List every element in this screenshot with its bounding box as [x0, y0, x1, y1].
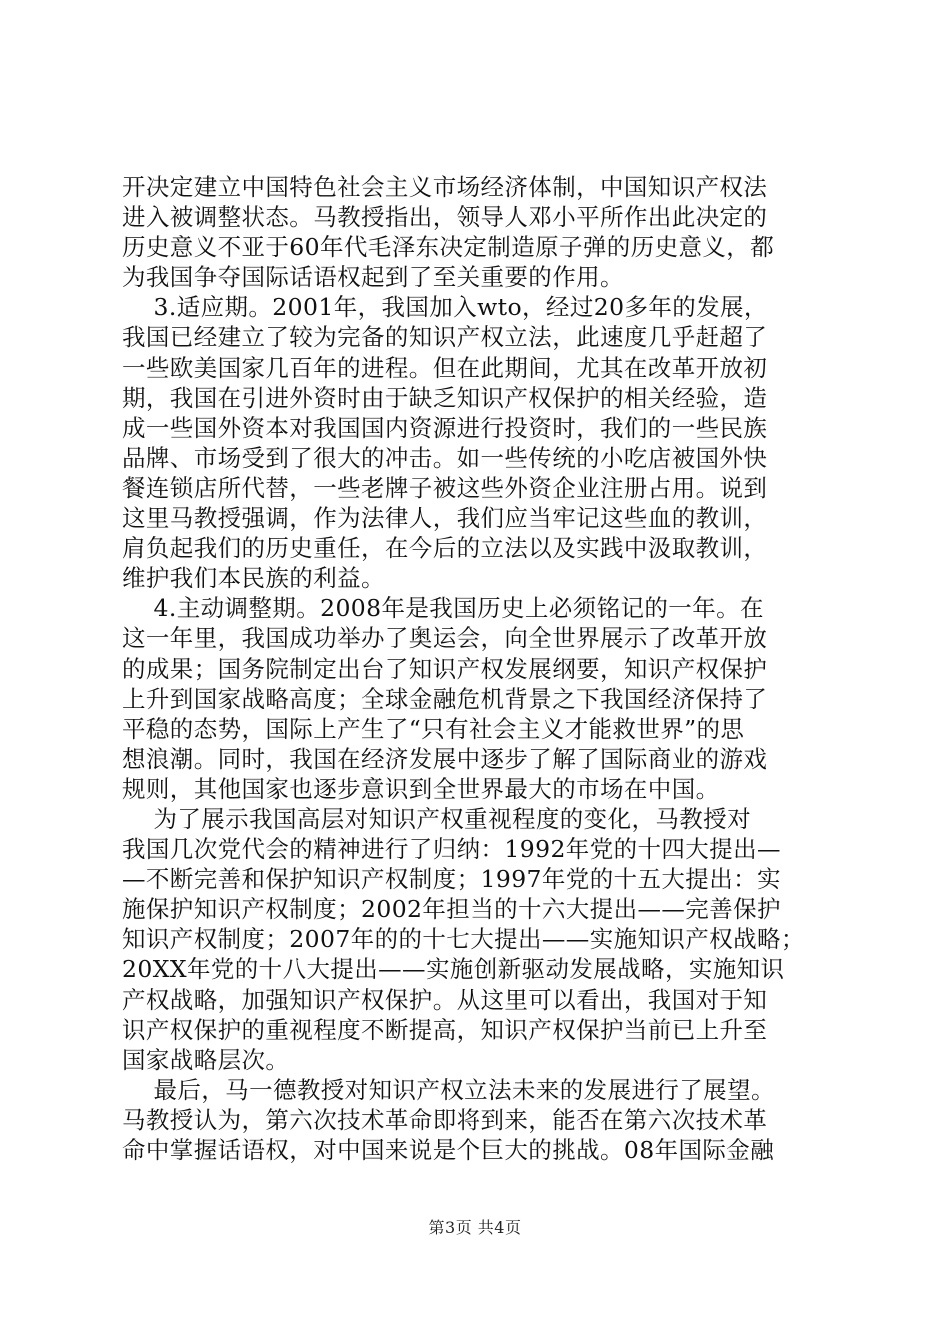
page-footer: 第3页 共4页 — [428, 1218, 522, 1237]
text-line: 为我国争夺国际话语权起到了至关重要的作用。 — [122, 263, 624, 292]
text-line: 品牌、市场受到了很大的冲击。如一些传统的小吃店被国外快 — [122, 443, 768, 472]
text-line: 4.主动调整期。2008年是我国历史上必须铭记的一年。在 — [122, 594, 764, 623]
text-line: 成一些国外资本对我国国内资源进行投资时，我们的一些民族 — [122, 413, 768, 442]
text-line: 国家战略层次。 — [122, 1045, 290, 1074]
text-line: 为了展示我国高层对知识产权重视程度的变化，马教授对 — [122, 804, 751, 833]
text-line: 20XX年党的十八大提出——实施创新驱动发展战略，实施知识 — [122, 955, 785, 984]
text-line: 历史意义不亚于60年代毛泽东决定制造原子弹的历史意义，都 — [122, 233, 775, 262]
text-line: 这一年里，我国成功举办了奥运会，向全世界展示了改革开放 — [122, 624, 768, 653]
text-line: 上升到国家战略高度；全球金融危机背景之下我国经济保持了 — [122, 684, 768, 713]
text-line: 的成果；国务院制定出台了知识产权发展纲要，知识产权保护 — [122, 654, 768, 683]
document-body — [122, 172, 834, 1165]
text-line: 一些欧美国家几百年的进程。但在此期间，尤其在改革开放初 — [122, 353, 768, 382]
text-line: 这里马教授强调，作为法律人，我们应当牢记这些血的教训， — [122, 504, 768, 533]
text-line: 维护我们本民族的利益。 — [122, 564, 385, 593]
text-line: —不断完善和保护知识产权制度；1997年党的十五大提出：实 — [122, 865, 781, 894]
text-line: 开决定建立中国特色社会主义市场经济体制，中国知识产权法 — [122, 173, 768, 201]
text-line: 我国已经建立了较为完备的知识产权立法，此速度几乎赶超了 — [122, 323, 768, 352]
text-line: 施保护知识产权制度；2002年担当的十六大提出——完善保护 — [122, 895, 781, 924]
text-line: 我国几次党代会的精神进行了归纳：1992年党的十四大提出— — [122, 835, 781, 864]
text-line: 规则，其他国家也逐步意识到全世界最大的市场在中国。 — [122, 774, 720, 803]
text-line: 期，我国在引进外资时由于缺乏知识产权保护的相关经验，造 — [122, 383, 768, 412]
text-line: 产权战略，加强知识产权保护。从这里可以看出，我国对于知 — [122, 985, 768, 1014]
text-line: 知识产权制度；2007年的的十七大提出——实施知识产权战略； — [122, 925, 805, 954]
text-line: 肩负起我们的历史重任，在今后的立法以及实践中汲取教训， — [122, 534, 768, 563]
text-line: 识产权保护的重视程度不断提高，知识产权保护当前已上升至 — [122, 1015, 768, 1044]
text-line: 餐连锁店所代替，一些老牌子被这些外资企业注册占用。说到 — [122, 473, 768, 502]
text-line: 想浪潮。同时，我国在经济发展中逐步了解了国际商业的游戏 — [122, 744, 768, 773]
text-line: 平稳的态势，国际上产生了“只有社会主义才能救世界”的思 — [122, 714, 745, 743]
text-line: 最后，马一德教授对知识产权立法未来的发展进行了展望。 — [122, 1075, 775, 1104]
text-line: 进入被调整状态。马教授指出，领导人邓小平所作出此决定的 — [122, 203, 768, 232]
text-line: 命中掌握话语权，对中国来说是个巨大的挑战。08年国际金融 — [122, 1136, 775, 1164]
text-line: 马教授认为，第六次技术革命即将到来，能否在第六次技术革 — [122, 1105, 768, 1134]
text-line: 3.适应期。2001年，我国加入wto，经过20多年的发展， — [122, 293, 768, 322]
